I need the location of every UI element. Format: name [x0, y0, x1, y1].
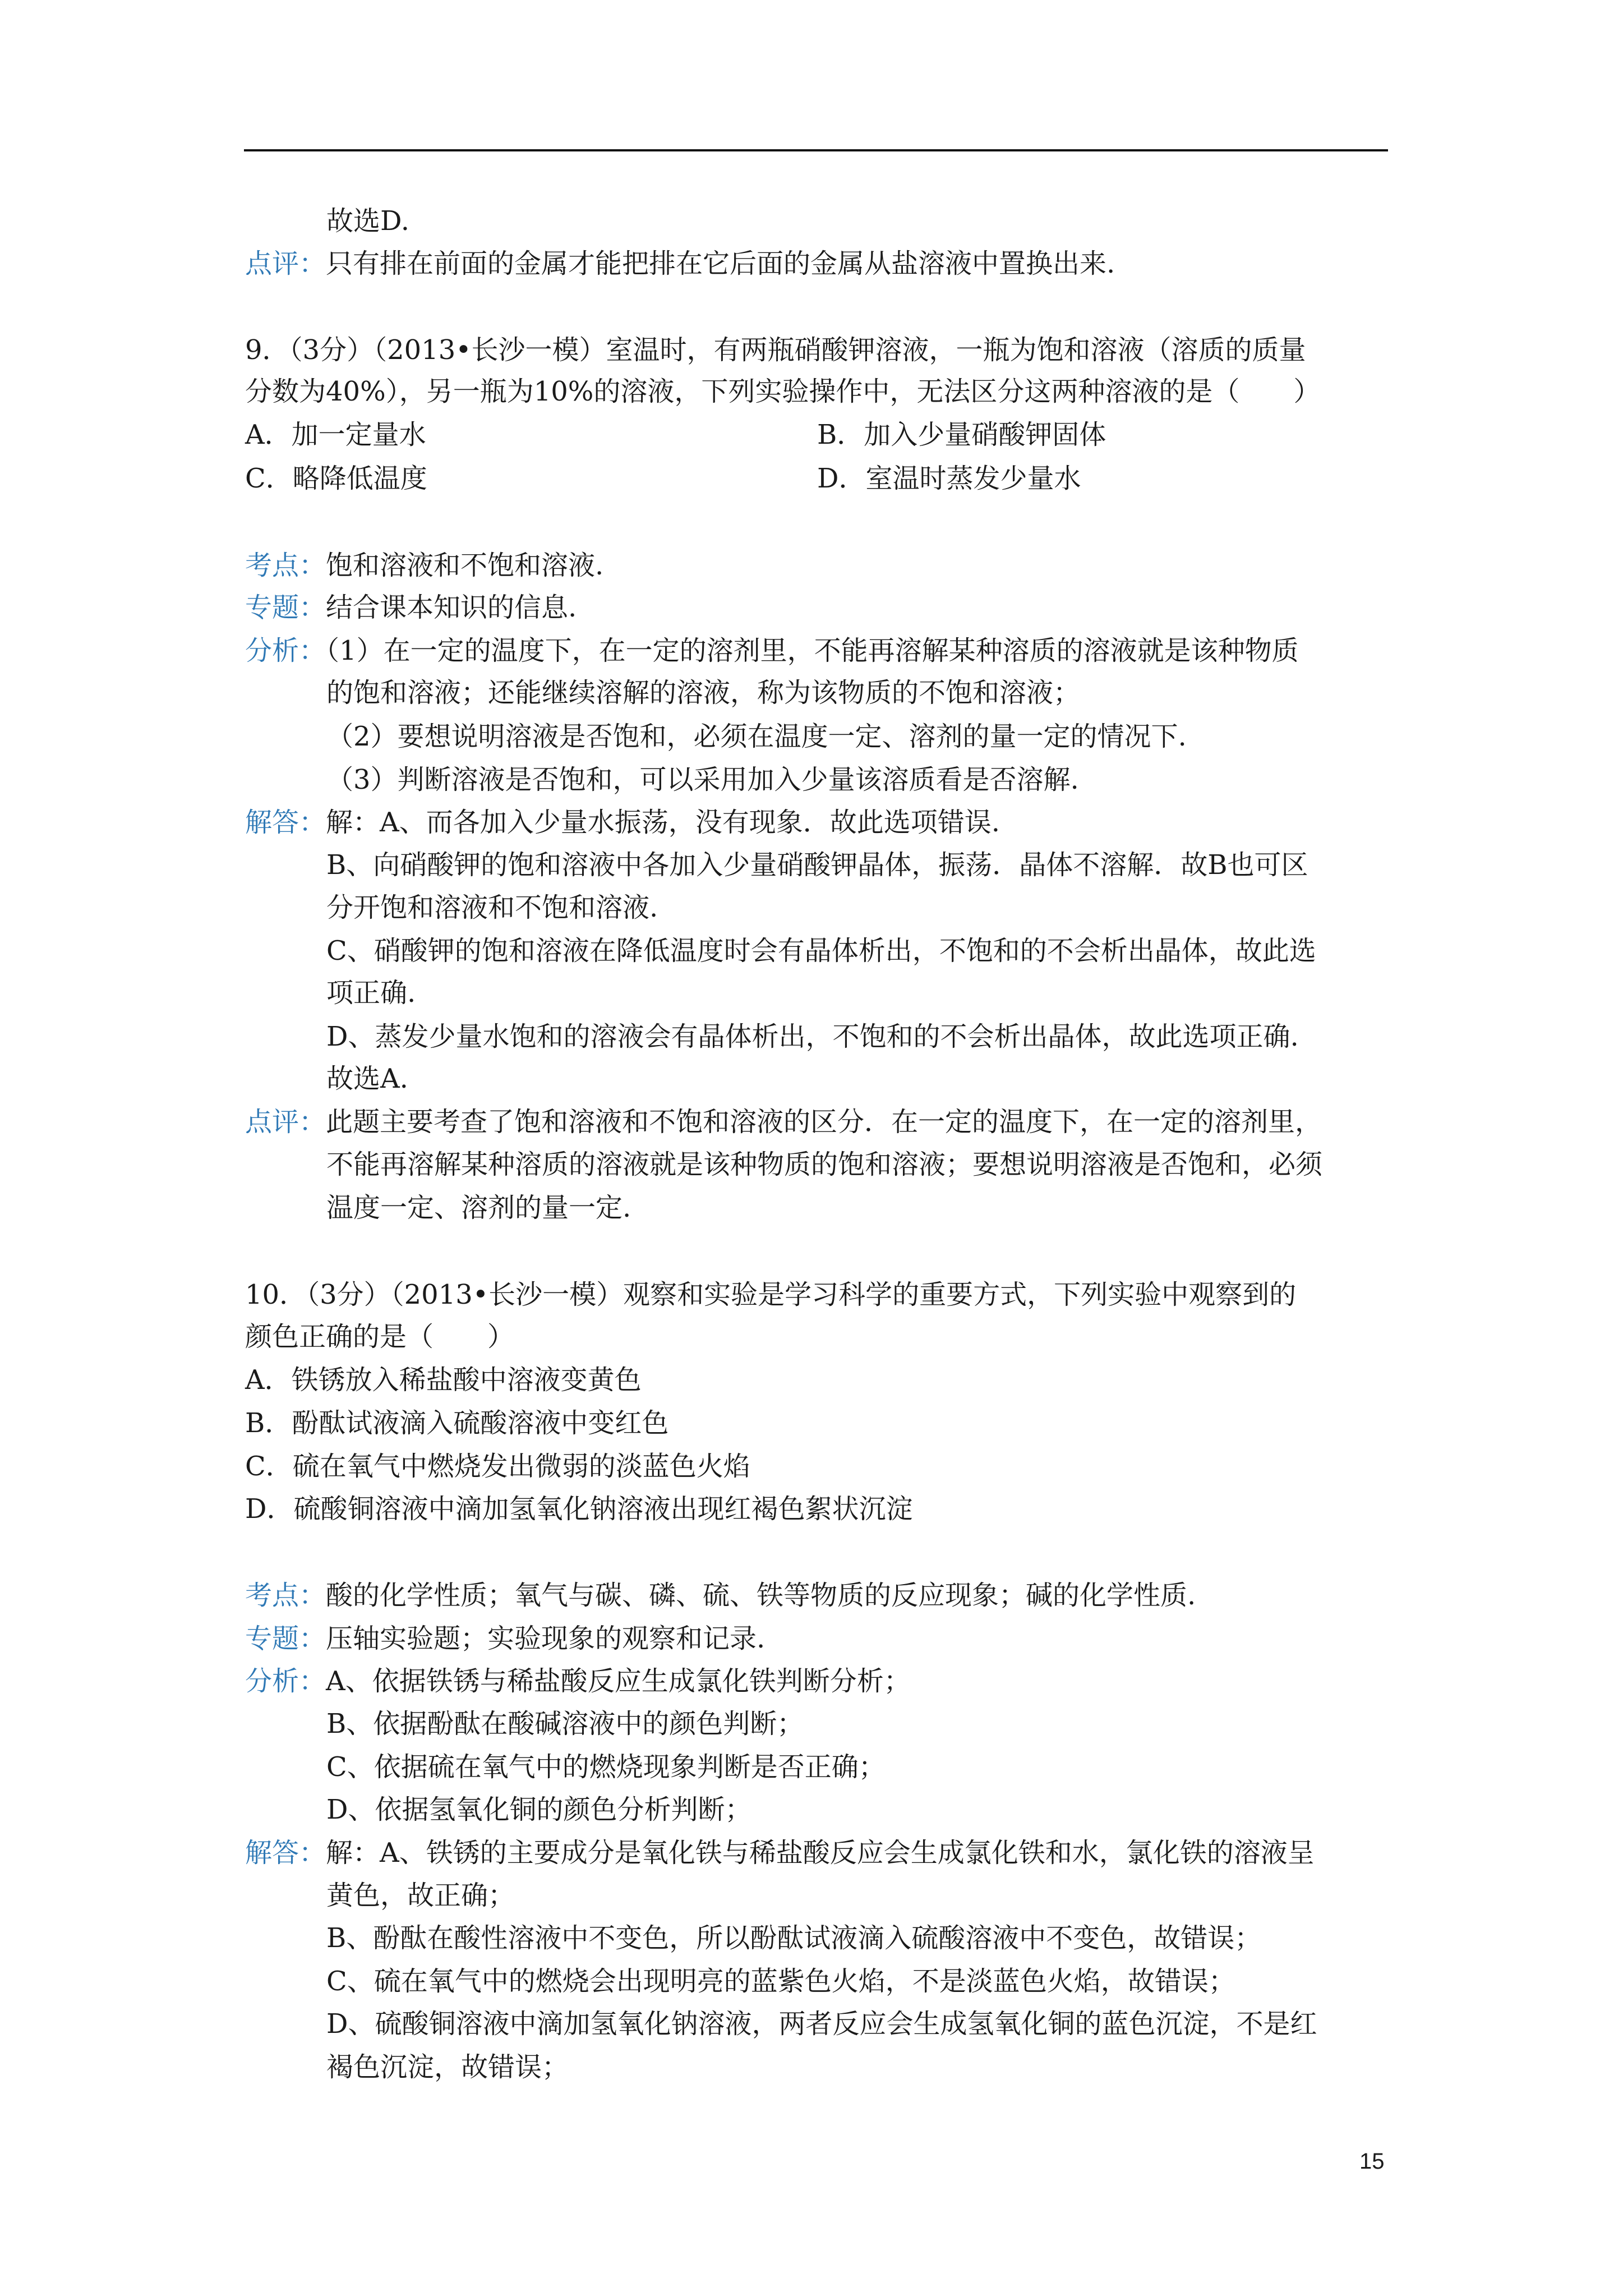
q9-jieda-line-5: 项正确.: [326, 977, 416, 1009]
q10-option-b: B．酚酞试液滴入硫酸溶液中变红色: [245, 1407, 669, 1439]
prev-conclusion: 故选D.: [326, 205, 410, 237]
q10-jieda-line-2: 黄色，故正确；: [326, 1880, 515, 1911]
q9-fenxi-line-3: （2）要想说明溶液是否饱和，必须在温度一定、溶剂的量一定的情况下.: [326, 721, 1187, 752]
q9-dianping-line-3: 温度一定、溶剂的量一定.: [326, 1192, 631, 1223]
q10-stem-line-1: 10．（3分）（2013•长沙一模）观察和实验是学习科学的重要方式，下列实验中观察到的: [245, 1279, 1297, 1310]
q9-dianping-line-2: 不能再溶解某种溶质的溶液就是该种物质的饱和溶液；要想说明溶液是否饱和，必须: [326, 1149, 1323, 1180]
prev-comment: 点评：只有排在前面的金属才能把排在它后面的金属从盐溶液中置换出来.: [245, 248, 1115, 279]
q9-kaodian: 考点：饱和溶液和不饱和溶液.: [245, 550, 604, 581]
page-number: 15: [1359, 2149, 1385, 2174]
q9-stem-line-1: 9．（3分）（2013•长沙一模）室温时，有两瓶硝酸钾溶液，一瓶为饱和溶液（溶质的质量: [245, 334, 1306, 366]
q10-option-d: D．硫酸铜溶液中滴加氢氧化钠溶液出现红褐色絮状沉淀: [245, 1493, 913, 1525]
q10-fenxi-line-4: D、依据氢氧化铜的颜色分析判断；: [326, 1794, 752, 1825]
q10-jieda-line-6: 褐色沉淀，故错误；: [326, 2051, 569, 2083]
q9-option-a: A．加一定量水: [245, 419, 426, 450]
q10-jieda-line-4: C、硫在氧气中的燃烧会出现明亮的蓝紫色火焰，不是淡蓝色火焰，故错误；: [326, 1966, 1235, 1997]
q9-fenxi-line-2: 的饱和溶液；还能继续溶解的溶液，称为该物质的不饱和溶液；: [326, 677, 1081, 708]
q10-option-a: A．铁锈放入稀盐酸中溶液变黄色: [245, 1364, 642, 1396]
q10-fenxi-line-3: C、依据硫在氧气中的燃烧现象判断是否正确；: [326, 1751, 886, 1783]
q10-jieda-line-3: B、酚酞在酸性溶液中不变色，所以酚酞试液滴入硫酸溶液中不变色，故错误；: [326, 1922, 1262, 1954]
q9-fenxi-line-1: 分析：（1）在一定的温度下，在一定的溶剂里，不能再溶解某种溶质的溶液就是该种物质: [245, 635, 1299, 666]
q9-jieda-line-4: C、硝酸钾的饱和溶液在降低温度时会有晶体析出，不饱和的不会析出晶体，故此选: [326, 935, 1316, 967]
q9-fenxi-line-4: （3）判断溶液是否饱和，可以采用加入少量该溶质看是否溶解.: [326, 764, 1079, 795]
q10-zhuanti: 专题：压轴实验题；实验现象的观察和记录.: [245, 1623, 766, 1654]
q10-stem-line-2: 颜色正确的是（ ）: [245, 1321, 515, 1352]
q9-option-c: C．略降低温度: [245, 463, 427, 494]
q9-option-b: B．加入少量硝酸钾固体: [817, 419, 1106, 450]
q9-option-d: D．室温时蒸发少量水: [817, 463, 1081, 494]
q9-stem-line-2: 分数为40%），另一瓶为10%的溶液，下列实验操作中，无法区分这两种溶液的是（ ）: [245, 376, 1321, 407]
q9-jieda-line-1: 解答：解：A、而各加入少量水振荡，没有现象．故此选项错误.: [245, 807, 1000, 838]
label-dianping: 点评: [245, 248, 299, 279]
q10-fenxi-line-2: B、依据酚酞在酸碱溶液中的颜色判断；: [326, 1708, 804, 1740]
q10-option-c: C．硫在氧气中燃烧发出微弱的淡蓝色火焰: [245, 1451, 750, 1482]
q9-zhuanti: 专题：结合课本知识的信息.: [245, 592, 577, 623]
q10-kaodian: 考点：酸的化学性质；氧气与碳、磷、硫、铁等物质的反应现象；碱的化学性质.: [245, 1580, 1196, 1611]
q9-jieda-line-7: 故选A.: [326, 1063, 408, 1094]
q10-jieda-line-5: D、硫酸铜溶液中滴加氢氧化钠溶液，两者反应会生成氢氧化铜的蓝色沉淀，不是红: [326, 2008, 1317, 2040]
q9-jieda-line-3: 分开饱和溶液和不饱和溶液.: [326, 892, 658, 923]
q10-jieda-line-1: 解答：解：A、铁锈的主要成分是氧化铁与稀盐酸反应会生成氯化铁和水，氯化铁的溶液呈: [245, 1837, 1315, 1869]
q9-jieda-line-6: D、蒸发少量水饱和的溶液会有晶体析出，不饱和的不会析出晶体，故此选项正确.: [326, 1021, 1299, 1052]
q9-jieda-line-2: B、向硝酸钾的饱和溶液中各加入少量硝酸钾晶体，振荡．晶体不溶解．故B也可区: [326, 849, 1308, 881]
header-rule: [244, 149, 1388, 151]
q9-dianping-line-1: 点评：此题主要考查了饱和溶液和不饱和溶液的区分．在一定的温度下，在一定的溶剂里，: [245, 1106, 1322, 1138]
q10-fenxi-line-1: 分析：A、依据铁锈与稀盐酸反应生成氯化铁判断分析；: [245, 1665, 911, 1697]
